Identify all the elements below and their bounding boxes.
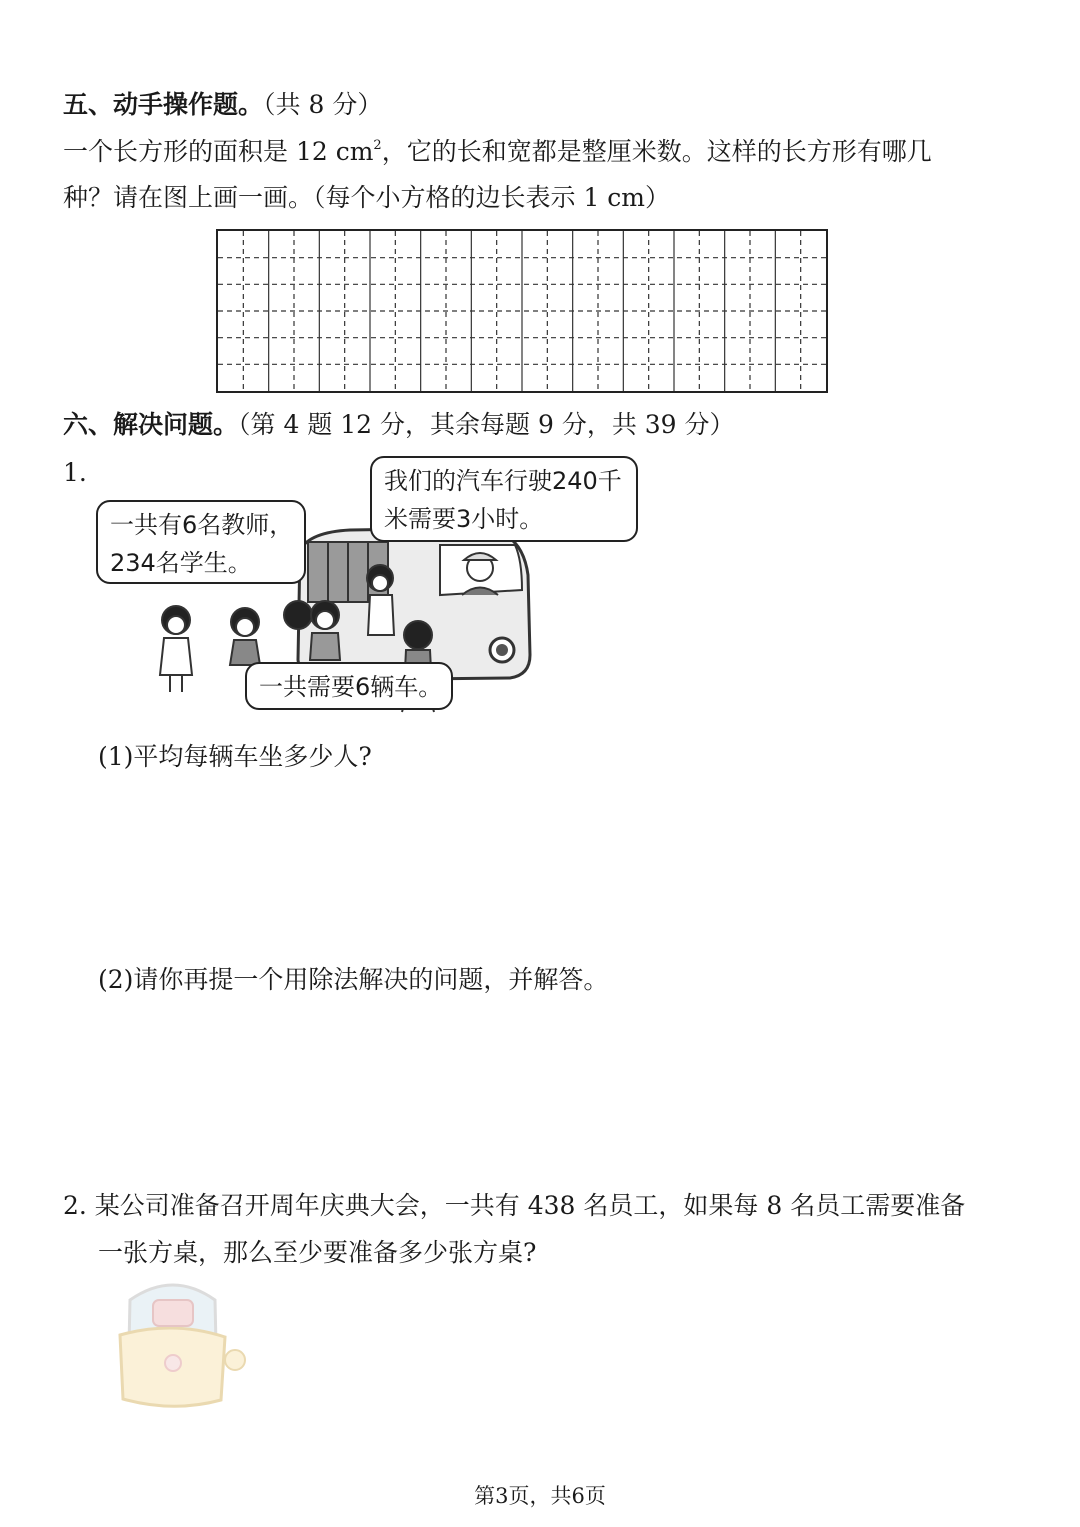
question-2-line-1: 2. 某公司准备召开周年庆典大会，一共有 438 名员工，如果每 8 名员工需要准备	[63, 1191, 966, 1220]
question-2-line-2: 一张方桌，那么至少要准备多少张方桌?	[98, 1238, 537, 1267]
section-5-heading: 五、动手操作题。（共 8 分）	[63, 90, 383, 119]
teacher-speech-bubble: 一共有6名教师， 234名学生。	[96, 500, 306, 584]
drawing-grid[interactable]	[216, 229, 828, 393]
question-1-number: 1.	[63, 458, 87, 487]
section-5-question-line-1: 一个长方形的面积是 12 $cm^2$，它的长和宽都是整厘米数。这样的长方形有哪几	[63, 137, 932, 166]
question-1-sub-1: (1)平均每辆车坐多少人?	[98, 742, 372, 771]
backpack-sticker-decoration	[95, 1275, 250, 1415]
driver-speech-bubble: 我们的汽车行驶240千 米需要3小时。	[370, 456, 638, 542]
section-6-heading: 六、解决问题。（第 4 题 12 分，其余每题 9 分，共 39 分）	[63, 410, 735, 439]
grid-lines	[218, 231, 826, 391]
question-1-sub-2: (2)请你再提一个用除法解决的问题，并解答。	[98, 965, 609, 994]
section-5-score: （共 8 分）	[263, 90, 383, 119]
page-number: 第3页，共6页	[474, 1484, 606, 1508]
section-5-question-line-2: 种？请在图上画一画。（每个小方格的边长表示 1 cm）	[63, 183, 671, 212]
child-speech-bubble: 一共需要6辆车。	[245, 662, 453, 710]
section-6-score: （第 4 题 12 分，其余每题 9 分，共 39 分）	[238, 410, 735, 439]
